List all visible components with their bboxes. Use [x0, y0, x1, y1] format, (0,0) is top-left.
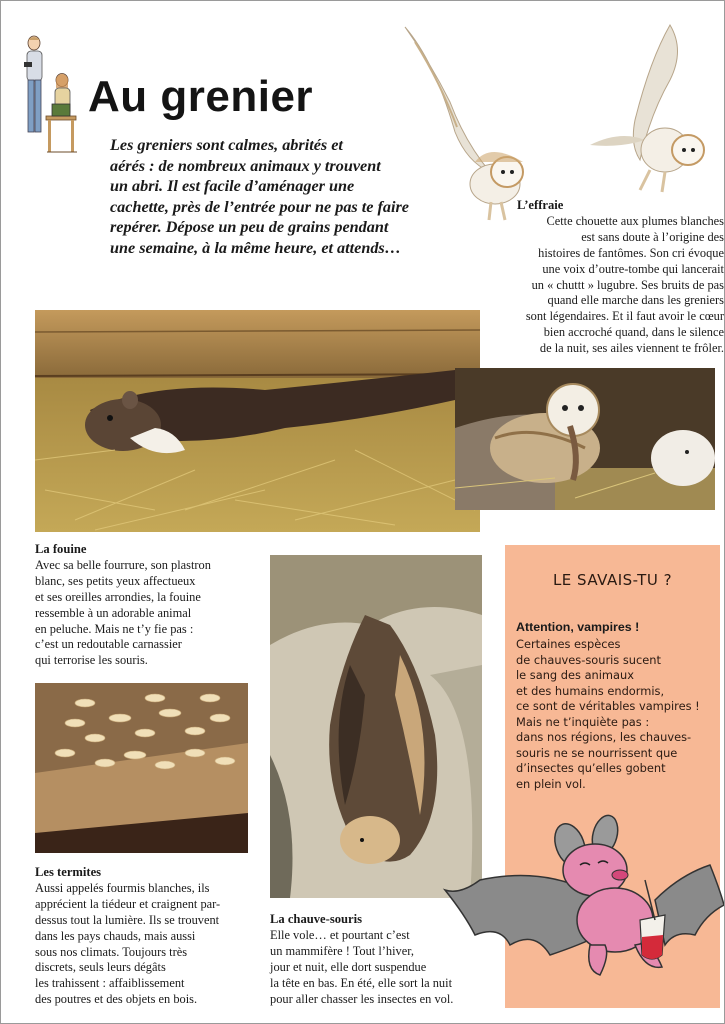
fouine-line: c’est un redoutable carnassier	[35, 637, 182, 652]
effraie-title: L’effraie	[517, 198, 564, 212]
termites-line: dans les pays chauds, mais aussi	[35, 928, 196, 943]
termites-line: Aussi appelés fourmis blanches, ils	[35, 880, 210, 895]
fouine-line: ressemble à un adorable animal	[35, 605, 192, 620]
fouine-line: et ses oreilles arrondies, la fouine	[35, 589, 201, 604]
chauve-souris-line: la tête en bas. En été, elle sort la nuit	[270, 975, 453, 990]
termites-title: Les termites	[35, 865, 102, 879]
chauve-souris-title: La chauve-souris	[270, 912, 363, 926]
chauve-souris-line: un mammifère ! Tout l’hiver,	[270, 943, 414, 958]
did-you-know-heading: Attention, vampires !	[516, 620, 640, 634]
intro-line: cachette, près de l’entrée pour ne pas te faire	[110, 197, 409, 216]
did-you-know-line: et des humains endormis,	[516, 683, 665, 698]
did-you-know-line: souris ne se nourrissent que	[516, 745, 678, 760]
did-you-know-line: en plein vol.	[516, 776, 586, 791]
effraie-caption	[470, 198, 724, 357]
termites-line: discrets, seuls leurs dégâts	[35, 960, 166, 975]
effraie-line: quand elle marche dans les greniers	[547, 293, 724, 308]
fouine-caption	[35, 542, 260, 669]
did-you-know-text	[516, 637, 700, 792]
did-you-know-line: Certaines espèces	[516, 637, 621, 651]
intro-paragraph	[110, 135, 410, 259]
intro-line: une semaine, à la même heure, et attends…	[110, 238, 401, 257]
effraie-line: de la nuit, ses ailes viennent te frôler.	[539, 341, 724, 356]
intro-line: repérer. Dépose un peu de grains pendant	[110, 218, 389, 237]
termites-line: apprécient la tiédeur et craignent par-	[35, 896, 221, 911]
children-illustration	[10, 34, 84, 158]
termites-caption	[35, 865, 275, 1008]
intro-line: Les greniers sont calmes, abrités et	[110, 136, 343, 154]
effraie-line: une voix d’outre-tombe qui lancerait	[542, 261, 724, 276]
chauve-souris-line: Elle vole… et pourtant c’est	[270, 927, 410, 942]
did-you-know-line: d’insectes qu’elles gobent	[516, 761, 666, 775]
effraie-line: sont légendaires. Et il faut avoir le cœur	[525, 309, 724, 324]
did-you-know-line: dans nos régions, les chauves-	[516, 730, 692, 744]
chauve-souris-line: pour aller chasser les insectes en vol.	[270, 991, 454, 1006]
chauve-souris-line: jour et nuit, elle dort suspendue	[270, 959, 427, 974]
termites-line: sous nos climats. Toujours très	[35, 944, 188, 959]
did-you-know-line: ce sont de véritables vampires !	[516, 699, 700, 713]
barn-owl-flying-photo-2	[590, 20, 715, 200]
fouine-line: en peluche. Mais ne t’y fie pas :	[35, 621, 194, 636]
effraie-line: histoires de fantômes. Son cri évoque	[538, 245, 724, 260]
cartoon-vampire-bat-illustration	[440, 805, 724, 1003]
fouine-line: qui terrorise les souris.	[35, 653, 148, 668]
fouine-line: Avec sa belle fourrure, son plastron	[35, 557, 211, 572]
effraie-line: bien accroché quand, dans le silence	[543, 325, 724, 340]
did-you-know-line: le sang des animaux	[516, 668, 634, 682]
fouine-line: blanc, ses petits yeux affectueux	[35, 573, 196, 588]
intro-line: un abri. Il est facile d’aménager une	[110, 177, 355, 196]
barn-owl-flying-photo	[395, 22, 545, 222]
owl-with-mouse-photo	[455, 368, 715, 510]
effraie-line: est sans doute à l’origine des	[581, 229, 724, 244]
did-you-know-title: LE SAVAIS-TU ?	[552, 571, 673, 589]
fouine-photo	[35, 310, 480, 532]
effraie-line: Cette chouette aux plumes blanches	[546, 213, 724, 228]
effraie-line: un « chuttt » lugubre. Ses bruits de pas	[531, 277, 724, 292]
termites-line: des poutres et des objets en bois.	[35, 992, 198, 1007]
did-you-know-line: de chauves-souris sucent	[516, 652, 661, 667]
intro-line: aérés : de nombreux animaux y trouvent	[110, 156, 381, 175]
fouine-title: La fouine	[35, 542, 87, 556]
termites-photo	[35, 683, 248, 853]
did-you-know-line: Mais ne t’inquiète pas :	[516, 714, 650, 729]
page-title: Au grenier	[88, 72, 314, 121]
termites-line: dessus tout la lumière. Ils se trouvent	[35, 912, 220, 927]
termites-line: les trahissent : affaiblissement	[35, 976, 185, 991]
